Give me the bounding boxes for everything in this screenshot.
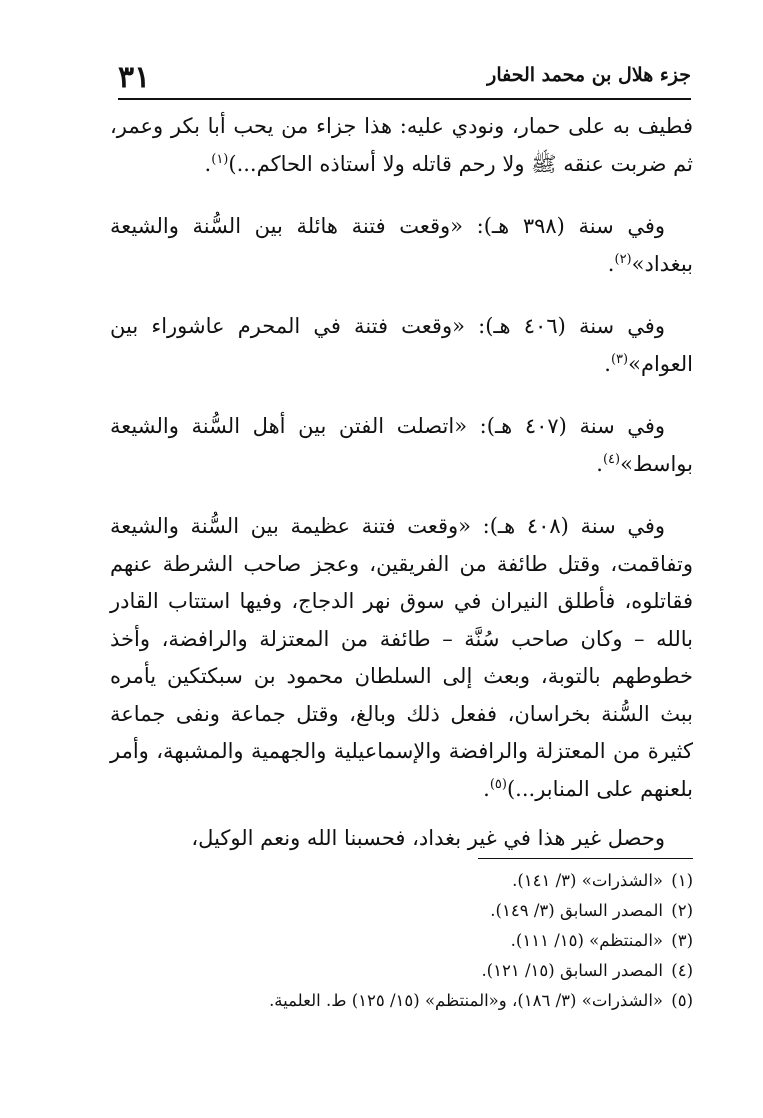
footnote-ref-5: (٥) [489,776,507,792]
footnote-ref-3: (٣) [610,351,629,367]
footnote-ref-4: (٤) [602,451,621,467]
paragraph-1-text: فطيف به على حمار، ونودي عليه: هذا جزاء من يحب أبا بكر وعمر، ثم ضربت عنقه ﷺ ولا رحم قاتله ولا أستاذه الحاكم...) [110,114,693,176]
footnote-5-number: (٥) [671,991,693,1010]
footnote-2-number: (٢) [671,901,693,920]
paragraph-2-text: وفي سنة (٣٩٨ هـ): «وقعت فتنة هائلة بين السُّنة والشيعة ببغداد» [110,214,693,276]
paragraph-4-end: . [596,451,603,476]
paragraph-5 [110,508,693,808]
footnote-ref-1: (١) [211,151,229,167]
footnote-3 [110,926,693,956]
paragraph-3-end: . [604,351,611,376]
footnote-4-number: (٤) [671,961,693,980]
paragraph-2-end: . [607,251,615,276]
footnote-1 [110,866,693,896]
header-rule [118,98,691,100]
body-text [110,108,693,858]
running-header-title: جزء هلال بن محمد الحفار [487,64,691,86]
running-header [118,60,691,100]
footnote-3-number: (٣) [671,931,693,950]
paragraph-4 [110,408,693,483]
footnote-5 [110,986,693,1016]
footnote-1-number: (١) [671,871,693,890]
footnote-4 [110,956,693,986]
paragraph-2 [110,208,693,283]
page-number: ٣١ [118,60,151,95]
footnote-1-text: «الشذرات» (٣/ ١٤١). [512,871,663,890]
paragraph-5-end: . [483,776,490,801]
paragraph-6 [110,820,693,858]
footnotes [110,866,693,1016]
footnote-2-text: المصدر السابق (٣/ ١٤٩). [490,901,663,920]
paragraph-1 [110,108,693,183]
paragraph-5-text: وفي سنة (٤٠٨ هـ): «وقعت فتنة عظيمة بين السُّنة والشيعة وتفاقمت، وقتل طائفة من الفريقين، وعجز صاحب الشرطة عنهم فقاتلوه، فأطلق النيران في سوق نهر الدجاج، وفيها استتاب القادر بالله – وكان صاحب سُنَّة – طائفة من المعتزلة والرافضة، وأخذ خطوطهم بالتوبة، وبعث إلى السلطان محمود بن سبكتكين يأمره ببث السُّنة بخراسان، ففعل ذلك وبالغ، وقتل جماعة ونفى جماعة كثيرة من المعتزلة والرافضة والإسماعيلية والجهمية والمشبهة، وأمر بلعنهم على المنابر...) [110,514,693,801]
footnote-3-text: «المنتظم» (١٥/ ١١١). [510,931,663,950]
footnote-2 [110,896,693,926]
paragraph-3-text: وفي سنة (٤٠٦ هـ): «وقعت فتنة في المحرم عاشوراء بين العوام» [110,314,693,376]
footnote-ref-2: (٢) [614,251,632,267]
paragraph-4-text: وفي سنة (٤٠٧ هـ): «اتصلت الفتن بين أهل السُّنة والشيعة بواسط» [110,414,693,476]
footnote-5-text: «الشذرات» (٣/ ١٨٦)، و«المنتظم» (١٥/ ١٢٥) ط. العلمية. [269,991,663,1010]
paragraph-6-text: وحصل غير هذا في غير بغداد، فحسبنا الله ونعم الوكيل، [191,826,665,850]
footnote-4-text: المصدر السابق (١٥/ ١٢١). [481,961,663,980]
paragraph-3 [110,308,693,383]
footnote-rule [478,858,693,859]
paragraph-1-end: . [204,151,212,176]
